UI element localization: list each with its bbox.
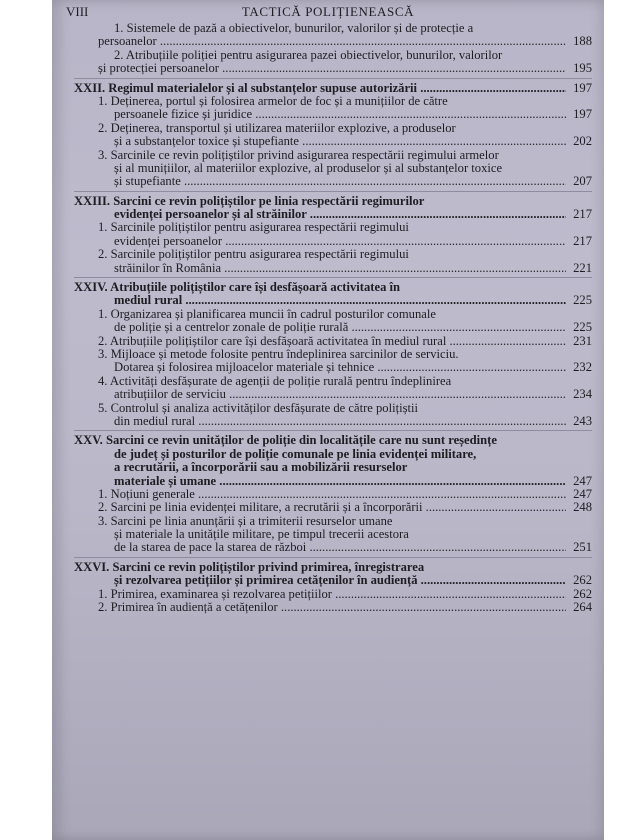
toc-item bbox=[74, 122, 592, 149]
toc-line bbox=[74, 175, 592, 188]
section-title: materiale și umane ..... bbox=[74, 475, 566, 488]
toc-text: 2. Atribuțiile poliției pentru asigurarea pazei obiectivelor, bunurilor, valorilor bbox=[114, 48, 503, 62]
section-divider bbox=[74, 430, 592, 431]
toc-line bbox=[74, 108, 592, 121]
toc-text: 2. Atribuțiile polițiștilor care își desfășoară activitatea în mediul rural ..... bbox=[74, 335, 566, 348]
toc-page-number: 202 bbox=[573, 134, 592, 149]
section-title: și rezolvarea petițiilor și primirea cetățenilor în audiență ..... bbox=[74, 574, 566, 587]
toc-line bbox=[74, 475, 592, 488]
toc-page-number: 262 bbox=[573, 586, 592, 601]
toc-text: și materiale la unitățile militare, pe timpul trecerii acestora bbox=[114, 528, 409, 542]
toc-page-number: 217 bbox=[573, 233, 592, 248]
toc-line bbox=[74, 461, 592, 474]
toc-text: persoanele fizice și juridice ..... bbox=[74, 108, 566, 121]
toc-item bbox=[74, 95, 592, 122]
toc-text: și protecției persoanelor ..... bbox=[74, 62, 566, 75]
toc-line bbox=[74, 361, 592, 374]
toc-text: 2. Sarcini pe linia evidenței militare, a recrutării și a încorporării ..... bbox=[74, 501, 566, 514]
section-title: XXII. Regimul materialelor și al substanțelor supuse autorizării ..... bbox=[74, 82, 566, 95]
toc-item bbox=[74, 248, 592, 275]
toc-section-heading bbox=[74, 434, 592, 488]
toc-text: străinilor în România ..... bbox=[74, 262, 566, 275]
toc-line bbox=[74, 321, 592, 334]
toc-text: 1. Organizarea și planificarea muncii în cadrul posturilor comunale bbox=[98, 307, 436, 321]
toc-text: și stupefiante ..... bbox=[74, 175, 566, 188]
toc-text: atribuțiilor de serviciu ..... bbox=[74, 388, 566, 401]
toc-text: și al munițiilor, al materiilor explozive, al produselor și al substanțelor toxice bbox=[114, 161, 503, 175]
toc-text: 2. Deținerea, transportul și utilizarea materiilor explozive, a produselor bbox=[98, 121, 456, 135]
toc-line bbox=[74, 448, 592, 461]
toc-line bbox=[74, 388, 592, 401]
toc-page-number: 225 bbox=[573, 320, 592, 335]
toc-text: 3. Sarcini pe linia anunțării și a trimiterii resurselor umane bbox=[98, 514, 393, 528]
toc-line bbox=[74, 95, 592, 108]
toc-section-heading bbox=[74, 561, 592, 588]
toc-line bbox=[74, 135, 592, 148]
toc-line bbox=[74, 375, 592, 388]
toc-text: 3. Mijloace și metode folosite pentru îndeplinirea sarcinilor de serviciu. bbox=[98, 347, 459, 361]
toc-text: 1. Noțiuni generale ..... bbox=[74, 488, 566, 501]
toc-text: de la starea de pace la starea de război ..... bbox=[74, 541, 566, 554]
section-title: de județ și posturilor de poliție comunale pe linia evidenței militare, bbox=[114, 447, 477, 461]
toc-item bbox=[74, 601, 592, 614]
toc-text: 1. Primirea, examinarea și rezolvarea petițiilor ..... bbox=[74, 588, 566, 601]
toc-line bbox=[74, 22, 592, 35]
section-title: XXIII. Sarcini ce revin polițiștilor pe linia respectării regimurilor bbox=[74, 194, 425, 208]
toc-line bbox=[74, 528, 592, 541]
toc-text: de poliție și a centrelor zonale de poliție rurală ..... bbox=[74, 321, 566, 334]
toc-text: 2. Sarcinile polițiștilor pentru asigurarea respectării regimului bbox=[98, 248, 409, 262]
toc-page-number: 225 bbox=[573, 293, 592, 308]
toc-page-number: 231 bbox=[573, 333, 592, 348]
toc-text: 3. Sarcinile ce revin polițiștilor privind asigurarea respectării regimului armelor bbox=[98, 148, 499, 162]
toc-section-heading bbox=[74, 281, 592, 308]
toc-page-number: 221 bbox=[573, 260, 592, 275]
toc-text: 5. Controlul și analiza activităților desfășurate de către polițiștii bbox=[98, 401, 418, 415]
toc-text: evidenței persoanelor ..... bbox=[74, 235, 566, 248]
toc-page-number: 247 bbox=[573, 486, 592, 501]
section-divider bbox=[74, 191, 592, 192]
toc-line bbox=[74, 281, 592, 294]
section-divider bbox=[74, 78, 592, 79]
toc-line bbox=[74, 294, 592, 307]
toc-item bbox=[74, 501, 592, 514]
toc-line bbox=[74, 35, 592, 48]
toc-page-number: 243 bbox=[573, 413, 592, 428]
toc-line bbox=[74, 221, 592, 234]
section-title: XXVI. Sarcini ce revin polițiștilor privind primirea, înregistrarea bbox=[74, 560, 425, 574]
toc-page-number: 248 bbox=[573, 500, 592, 515]
section-title: a recrutării, a încorporării sau a mobilizării resurselor bbox=[114, 461, 408, 475]
toc-line bbox=[74, 402, 592, 415]
toc-text: din mediul rural ..... bbox=[74, 415, 566, 428]
toc-line bbox=[74, 335, 592, 348]
toc-section-heading bbox=[74, 82, 592, 95]
section-divider bbox=[74, 277, 592, 278]
toc-page-number: 197 bbox=[573, 80, 592, 95]
section-title: mediul rural ..... bbox=[74, 294, 566, 307]
toc-page-number: 262 bbox=[573, 573, 592, 588]
toc-text: persoanelor ..... bbox=[74, 35, 566, 48]
toc-line bbox=[74, 501, 592, 514]
toc-page-number: 232 bbox=[573, 360, 592, 375]
toc-line bbox=[74, 149, 592, 162]
toc-text: 1. Deținerea, portul și folosirea armelor de foc și a munițiilor de către bbox=[98, 94, 448, 108]
book-page bbox=[52, 0, 604, 840]
toc-line bbox=[74, 515, 592, 528]
section-title: XXIV. Atribuțiile polițiștilor care își desfășoară activitatea în bbox=[74, 281, 401, 295]
toc-item bbox=[74, 488, 592, 501]
toc-line bbox=[74, 574, 592, 587]
toc-page-number: 195 bbox=[573, 61, 592, 76]
toc-text: 2. Primirea în audiență a cetățenilor ..... bbox=[74, 601, 566, 614]
toc-page-number: 264 bbox=[573, 600, 592, 615]
toc-text: 1. Sarcinile polițiștilor pentru asigurarea respectării regimului bbox=[98, 221, 409, 235]
toc-line bbox=[74, 588, 592, 601]
section-title: evidenței persoanelor și al străinilor ..... bbox=[74, 208, 566, 221]
toc-page-number: 217 bbox=[573, 207, 592, 222]
toc-text: Dotarea și folosirea mijloacelor materiale și tehnice ..... bbox=[74, 361, 566, 374]
toc-section-heading bbox=[74, 195, 592, 222]
toc-item bbox=[74, 588, 592, 601]
toc-page-number: 197 bbox=[573, 107, 592, 122]
toc-page-number: 247 bbox=[573, 473, 592, 488]
toc-line bbox=[74, 488, 592, 501]
toc-line bbox=[74, 122, 592, 135]
toc-line bbox=[74, 82, 592, 95]
toc-item bbox=[74, 348, 592, 375]
toc-page-number: 251 bbox=[573, 540, 592, 555]
toc-text: și a substanțelor toxice și stupefiante ..... bbox=[74, 135, 566, 148]
toc-line bbox=[74, 235, 592, 248]
toc-text: 1. Sistemele de pază a obiectivelor, bunurilor, valorilor și de protecție a bbox=[114, 22, 474, 35]
toc-line bbox=[74, 415, 592, 428]
toc-item bbox=[74, 515, 592, 555]
toc-line bbox=[74, 62, 592, 75]
toc-line bbox=[74, 248, 592, 261]
toc-line bbox=[74, 49, 592, 62]
section-divider bbox=[74, 557, 592, 558]
toc-line bbox=[74, 195, 592, 208]
section-title: XXV. Sarcini ce revin unităților de poliție din localitățile care nu sunt reședințe bbox=[74, 434, 497, 448]
toc-line bbox=[74, 541, 592, 554]
toc-page-number: 234 bbox=[573, 387, 592, 402]
toc-line bbox=[74, 601, 592, 614]
toc-item bbox=[74, 49, 592, 76]
toc-item bbox=[74, 221, 592, 248]
page-number: VIII bbox=[66, 4, 89, 19]
toc-line bbox=[74, 348, 592, 361]
toc-text: 4. Activități desfășurate de agenții de poliție rurală pentru îndeplinirea bbox=[98, 374, 452, 388]
toc-page-number: 188 bbox=[573, 34, 592, 49]
toc-line bbox=[74, 308, 592, 321]
toc-item bbox=[74, 149, 592, 189]
table-of-contents bbox=[74, 22, 592, 614]
toc-item bbox=[74, 402, 592, 429]
toc-line bbox=[74, 262, 592, 275]
toc-line bbox=[74, 434, 592, 447]
running-header bbox=[52, 4, 604, 24]
toc-item bbox=[74, 375, 592, 402]
toc-line bbox=[74, 561, 592, 574]
toc-item bbox=[74, 22, 592, 49]
toc-page-number: 207 bbox=[573, 174, 592, 189]
toc-line bbox=[74, 208, 592, 221]
running-title: TACTICĂ POLIȚIENEASCĂ bbox=[241, 4, 415, 19]
toc-item bbox=[74, 308, 592, 335]
toc-item bbox=[74, 335, 592, 348]
toc-line bbox=[74, 162, 592, 175]
